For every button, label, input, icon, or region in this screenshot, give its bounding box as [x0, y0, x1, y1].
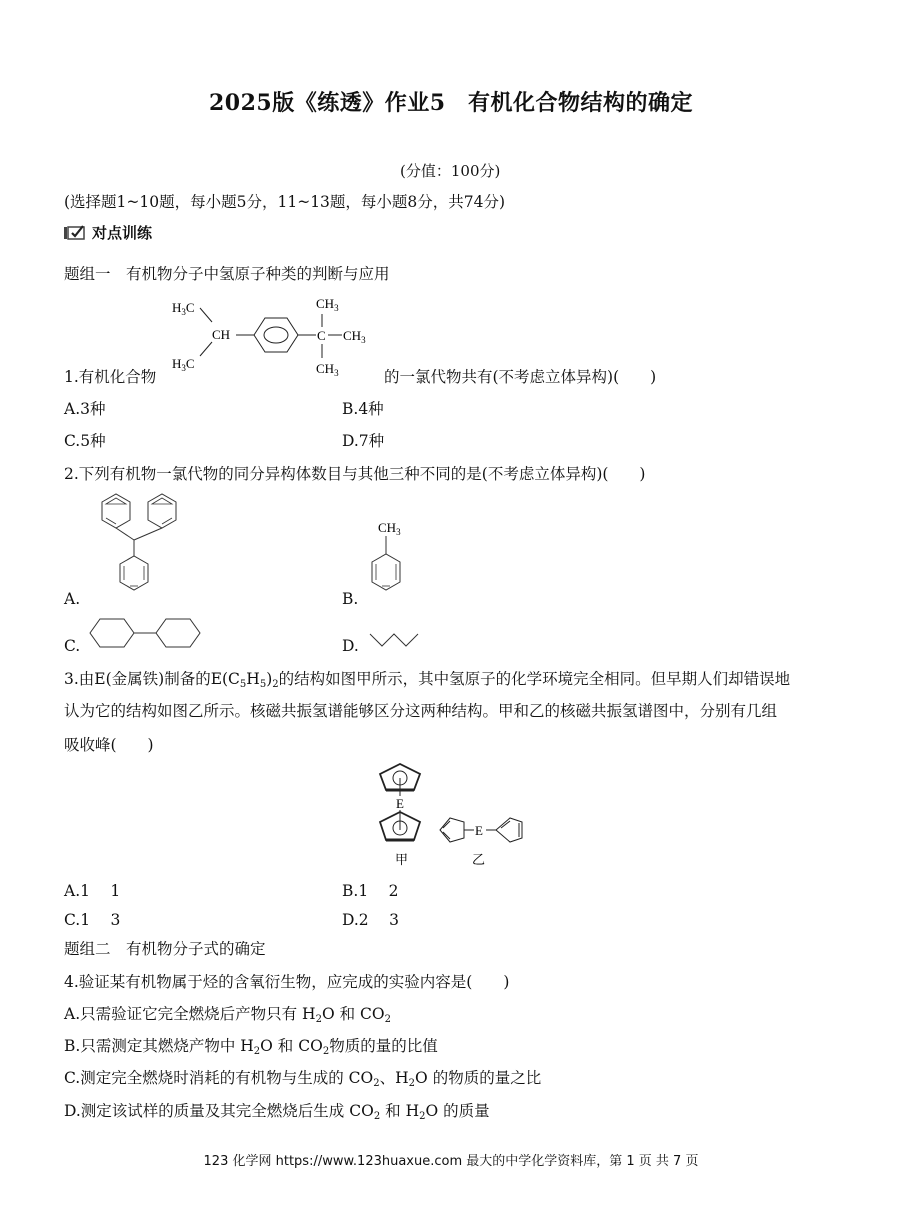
- q3-option-b[interactable]: B.1 2: [342, 882, 399, 900]
- checkbox-icon: [64, 226, 86, 240]
- section-label: 对点训练: [92, 224, 153, 242]
- q1-ch3-bottom: $CH_3$: [316, 361, 339, 378]
- q1-ch: CH: [212, 327, 231, 342]
- q3-yi-e: E: [475, 823, 483, 838]
- page-footer: 123 化学网 https://www.123huaxue.com 最大的中学化学资料库，第 1 页 共 7 页: [203, 1154, 699, 1169]
- q3-option-c[interactable]: C.1 3: [64, 911, 121, 929]
- q4-option-a[interactable]: A.只需验证它完全燃烧后产物只有 $H_2O$ 和 $CO_2$: [64, 1005, 391, 1025]
- q1-h3c-top: $H_3C$: [172, 300, 195, 317]
- q1-suffix: 的一氯代物共有(不考虑立体异构)( ): [384, 368, 657, 386]
- q2-option-a[interactable]: A.: [64, 590, 81, 608]
- q4-option-b[interactable]: B.只需测定其燃烧产物中 $H_2O$ 和 $CO_2$物质的量的比值: [64, 1037, 438, 1057]
- section-header: [64, 222, 152, 243]
- q4-option-c[interactable]: C.测定完全燃烧时消耗的有机物与生成的 $CO_2$、$H_2O$ 的物质的量之比: [64, 1069, 542, 1089]
- scoring-note: (选择题1~10题，每小题5分，11~13题，每小题8分，共74分): [64, 193, 506, 211]
- q3-label-jia: 甲: [395, 852, 409, 867]
- q4-option-d[interactable]: D.测定该试样的质量及其完全燃烧后生成 $CO_2$ 和 $H_2O$ 的质量: [64, 1102, 490, 1122]
- page-title: 2025版《练透》作业5 有机化合物结构的确定: [208, 90, 694, 116]
- q1-option-b[interactable]: B.4种: [342, 400, 384, 418]
- q3-jia-e: E: [396, 796, 404, 811]
- q2-option-d[interactable]: D.: [342, 637, 359, 655]
- q3-label-yi: 乙: [472, 852, 486, 867]
- score-line: (分值：100分): [400, 162, 501, 180]
- group-1-heading: 题组一 有机物分子中氢原子种类的判断与应用: [64, 265, 390, 283]
- q1-option-d[interactable]: D.7种: [342, 432, 385, 450]
- q2-option-c[interactable]: C.: [64, 637, 81, 655]
- q3-line3: 吸收峰( ): [64, 736, 154, 754]
- q3-line1: 3.由E(金属铁)制备的$E(C_5H_5)_2$的结构如图甲所示，其中氢原子的化学环境完全相同。但早期人们却错误地: [64, 670, 791, 690]
- q2-option-b[interactable]: B.: [342, 590, 359, 608]
- q2-b-ch3: $CH_3$: [378, 520, 401, 537]
- q2-d-zigzag-chain: [368, 632, 420, 650]
- q2-b-toluene: [364, 518, 424, 608]
- q4-stem: 4.验证某有机物属于烃的含氧衍生物，应完成的实验内容是( ): [64, 973, 510, 991]
- q1-option-c[interactable]: C.5种: [64, 432, 106, 450]
- q2-c-bicyclohexyl: [88, 616, 206, 650]
- q1-ch3-top: $CH_3$: [316, 296, 339, 313]
- q1-option-a[interactable]: A.3种: [64, 400, 106, 418]
- q2-stem: 2.下列有机物一氯代物的同分异构体数目与其他三种不同的是(不考虑立体异构)( ): [64, 465, 646, 483]
- q1-structure: [170, 292, 380, 382]
- q1-ch3-right: $CH_3$: [343, 328, 366, 345]
- q1-h3c-bottom: $H_3C$: [172, 356, 195, 373]
- q1-quaternary-c: C: [317, 328, 326, 343]
- q3-option-a[interactable]: A.1 1: [64, 882, 121, 900]
- q1-prefix: 1.有机化合物: [64, 368, 157, 386]
- q3-figure: [370, 760, 540, 872]
- group-2-heading: 题组二 有机物分子式的确定: [64, 940, 266, 958]
- q2-a-triphenylmethane: [86, 494, 182, 606]
- q3-line2: 认为它的结构如图乙所示。核磁共振氢谱能够区分这两种结构。甲和乙的核磁共振氢谱图中，分别有几组: [64, 702, 778, 720]
- q3-option-d[interactable]: D.2 3: [342, 911, 399, 929]
